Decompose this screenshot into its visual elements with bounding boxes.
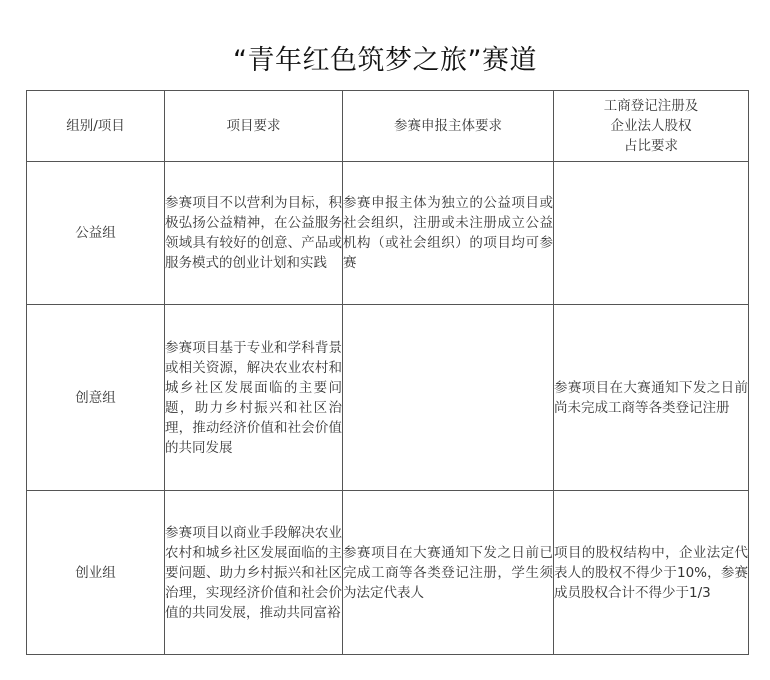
entity-requirement-cell xyxy=(343,305,554,491)
project-requirement-cell: 参赛项目不以营利为目标，积极弘扬公益精神，在公益服务领域具有较好的创意、产品或服务模式的创业计划和实践 xyxy=(165,162,343,305)
entity-requirement-cell: 参赛申报主体为独立的公益项目或社会组织，注册或未注册成立公益机构（或社会组织）的项目均可参赛 xyxy=(343,162,554,305)
table-row xyxy=(27,305,749,491)
registration-requirement-cell: 参赛项目在大赛通知下发之日前尚未完成工商等各类登记注册 xyxy=(554,305,749,491)
header-registration-requirements: 工商登记注册及 企业法人股权 占比要求 xyxy=(554,91,749,162)
project-requirement-cell: 参赛项目以商业手段解决农业农村和城乡社区发展面临的主要问题、助力乡村振兴和社区治理，实现经济价值和社会价值的共同发展，推动共同富裕 xyxy=(165,491,343,655)
header-group: 组别/项目 xyxy=(27,91,165,162)
project-requirement-cell: 参赛项目基于专业和学科背景或相关资源，解决农业农村和城乡社区发展面临的主要问题，助力乡村振兴和社区治理，推动经济价值和社会价值的共同发展 xyxy=(165,305,343,491)
entity-requirement-cell: 参赛项目在大赛通知下发之日前已完成工商等各类登记注册，学生须为法定代表人 xyxy=(343,491,554,655)
table-row xyxy=(27,491,749,655)
table-header-row xyxy=(27,91,749,162)
row-group-label: 创业组 xyxy=(27,491,165,655)
registration-requirement-cell: 项目的股权结构中，企业法定代表人的股权不得少于10%，参赛成员股权合计不得少于1/3 xyxy=(554,491,749,655)
registration-requirement-cell xyxy=(554,162,749,305)
header-project-requirements: 项目要求 xyxy=(165,91,343,162)
page-title: “青年红色筑梦之旅”赛道 xyxy=(233,45,537,76)
table-row xyxy=(27,162,749,305)
header-entity-requirements: 参赛申报主体要求 xyxy=(343,91,554,162)
row-group-label: 创意组 xyxy=(27,305,165,491)
row-group-label: 公益组 xyxy=(27,162,165,305)
track-requirements-table xyxy=(26,90,749,655)
